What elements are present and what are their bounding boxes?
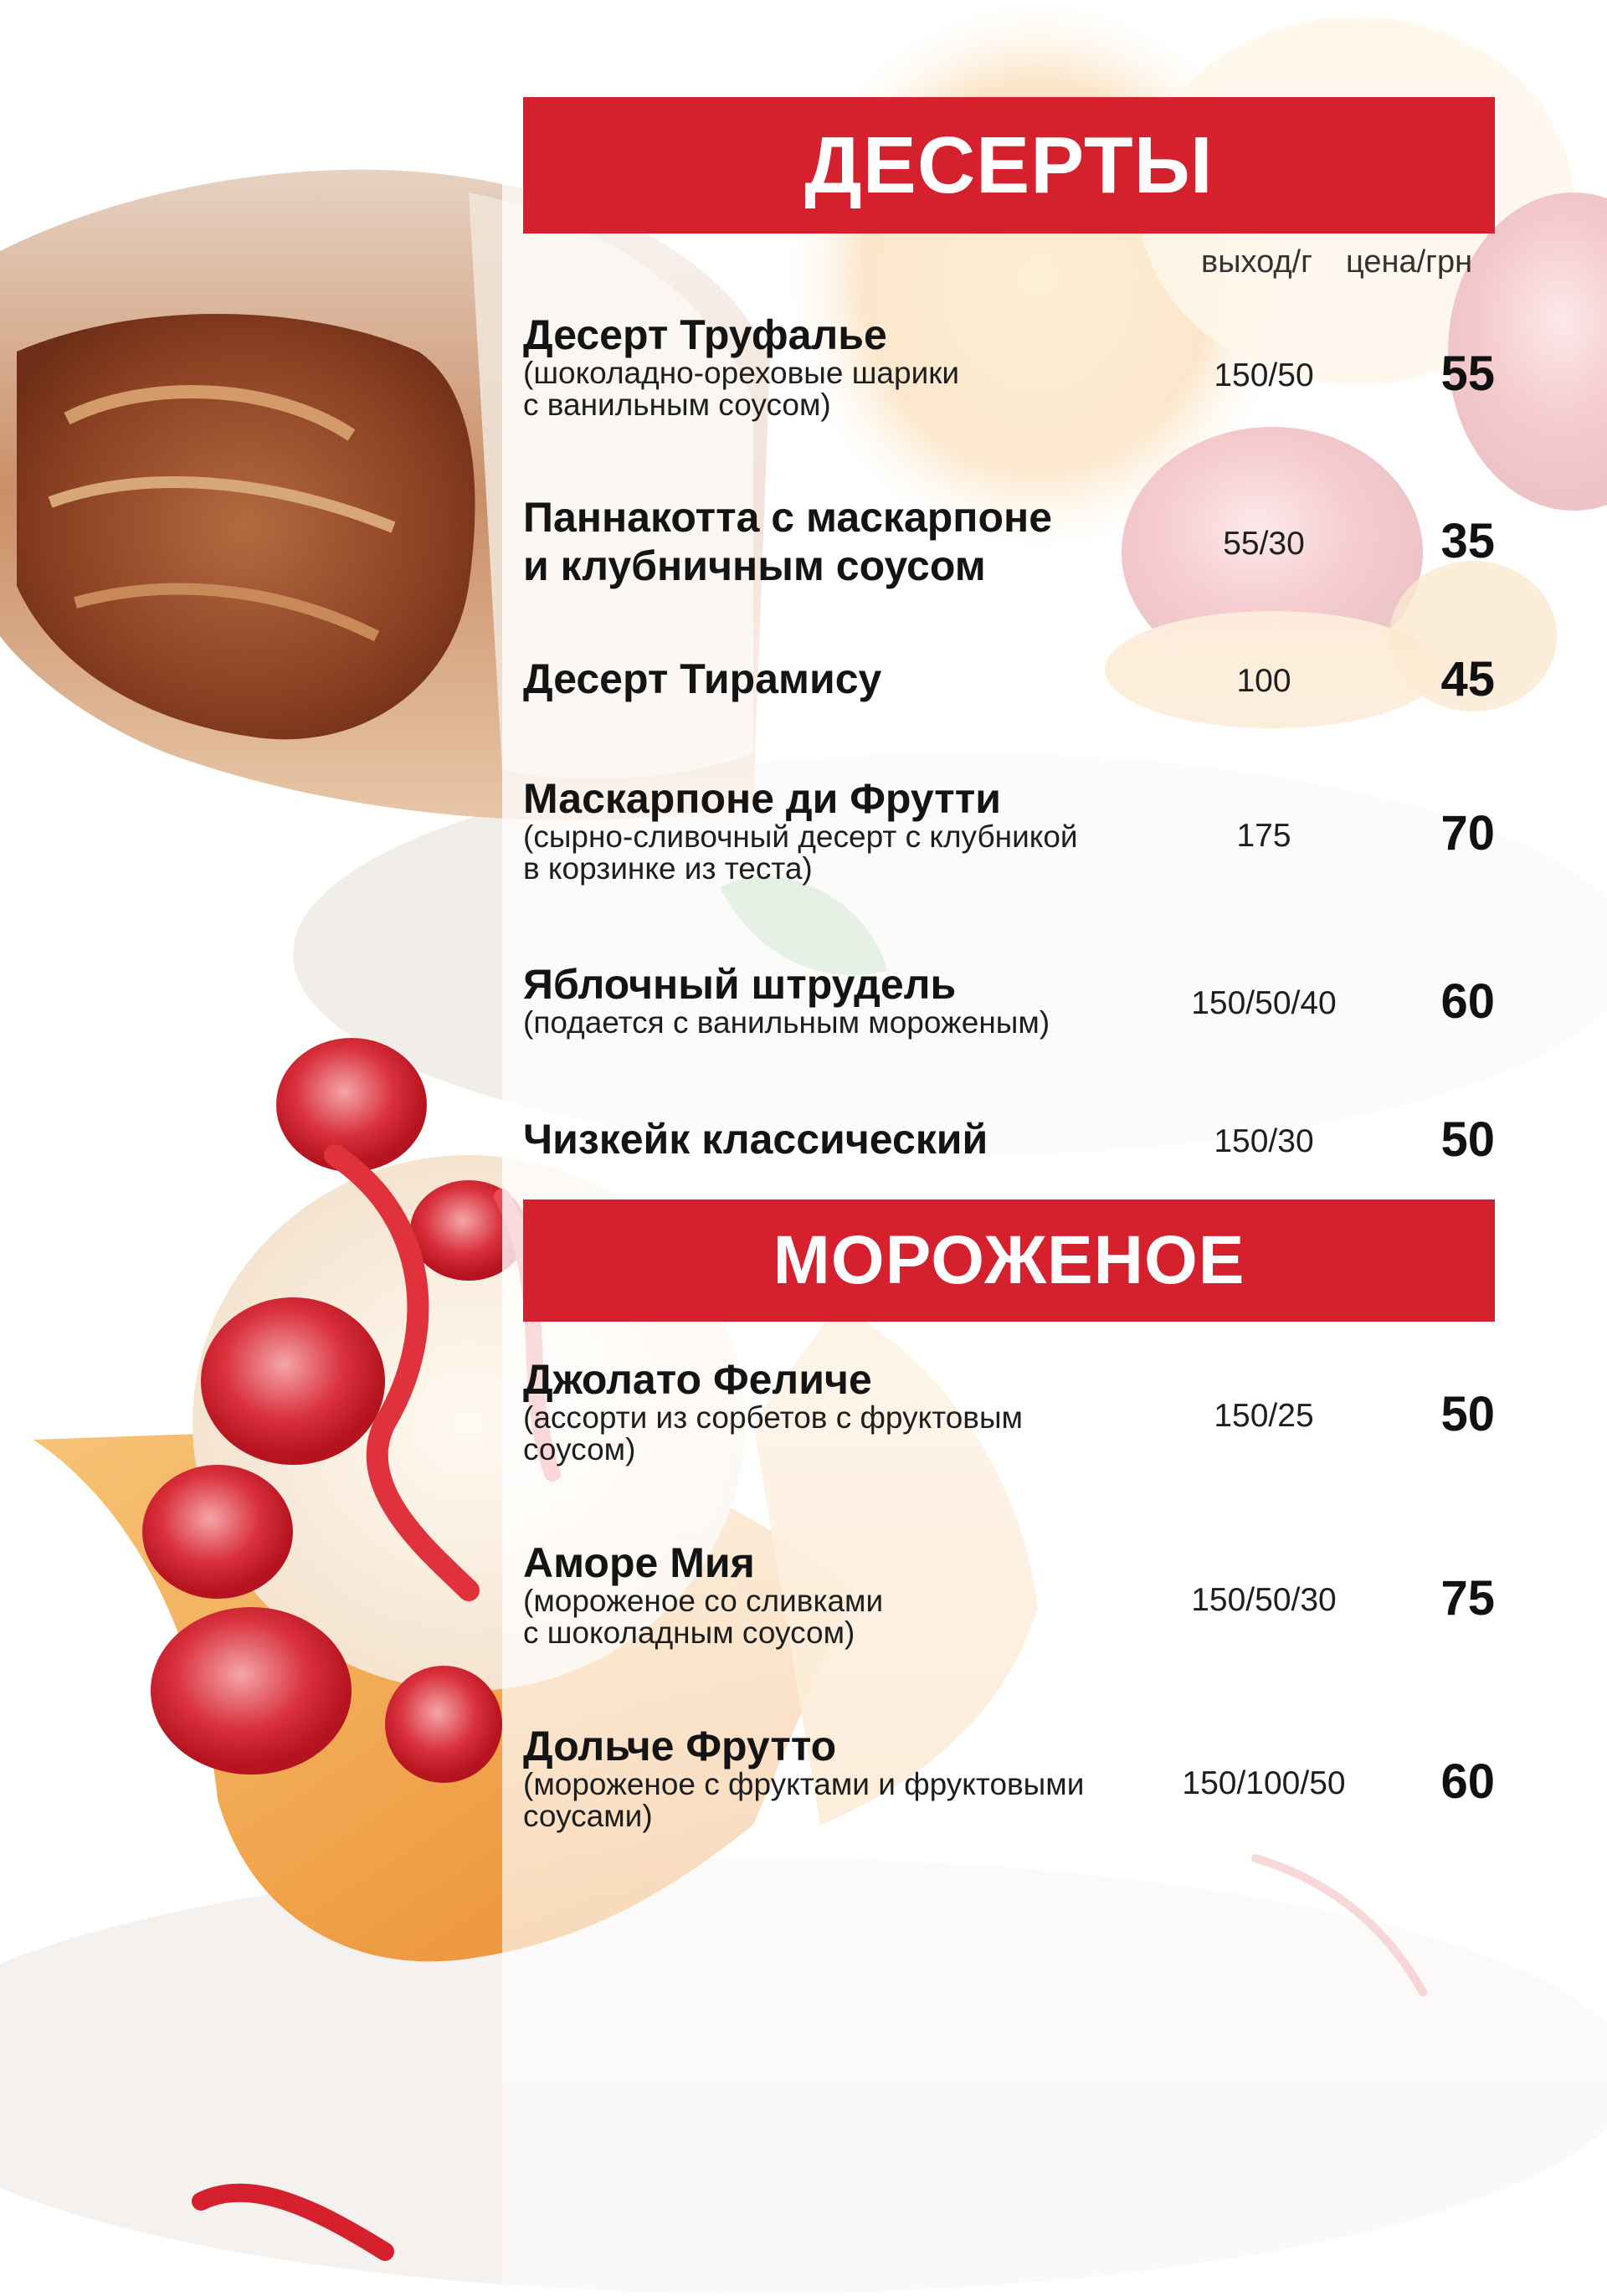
item-weight: 150/50: [1214, 357, 1314, 393]
item-name-line2: и клубничным соусом: [523, 542, 986, 589]
item-weight: 55/30: [1223, 526, 1305, 562]
item-description: соусом): [523, 1432, 636, 1466]
item-weight: 150/50/30: [1191, 1582, 1337, 1618]
item-name: Паннакотта с маскарпоне: [523, 494, 1053, 541]
item-description: (сырно-сливочный десерт с клубникой: [523, 819, 1078, 854]
item-name: Маскарпоне ди Фрутти: [523, 775, 1001, 822]
desserts-section-title: ДЕСЕРТЫ: [523, 97, 1495, 234]
item-description: в корзинке из теста): [523, 851, 813, 886]
item-name: Джолато Феличе: [523, 1356, 872, 1403]
item-weight: 175: [1236, 818, 1291, 854]
item-description: соусами): [523, 1799, 653, 1833]
item-name: Аморе Мия: [523, 1539, 755, 1586]
item-description: (подается с ванильным мороженым): [523, 1005, 1050, 1040]
item-description: с ванильным соусом): [523, 388, 831, 422]
item-weight: 150/25: [1214, 1398, 1314, 1434]
item-price: 45: [1440, 652, 1495, 706]
item-price: 50: [1440, 1112, 1495, 1167]
item-price: 50: [1440, 1387, 1495, 1441]
item-description: (ассорти из сорбетов с фруктовым: [523, 1400, 1023, 1435]
item-description: с шоколадным соусом): [523, 1615, 855, 1650]
item-name: Дольче Фрутто: [523, 1723, 837, 1770]
item-name: Яблочный штрудель: [523, 961, 957, 1008]
item-weight: 150/100/50: [1182, 1765, 1346, 1801]
item-name: Чизкейк классический: [523, 1116, 988, 1163]
weight-column-header: выход/г: [1201, 244, 1312, 280]
item-description: (мороженое со сливками: [523, 1584, 884, 1618]
item-description: (шоколадно-ореховые шарики: [523, 356, 960, 390]
item-weight: 150/30: [1214, 1123, 1314, 1159]
icecream-section-title: МОРОЖЕНОЕ: [523, 1199, 1495, 1322]
item-price: 60: [1440, 1754, 1495, 1809]
price-column-header: цена/грн: [1346, 244, 1473, 280]
item-price: 60: [1440, 974, 1495, 1029]
item-description: (мороженое с фруктами и фруктовыми: [523, 1767, 1085, 1801]
item-price: 75: [1440, 1571, 1495, 1626]
item-price: 35: [1440, 514, 1495, 568]
item-price: 55: [1440, 347, 1495, 401]
item-price: 70: [1440, 806, 1495, 860]
item-name: Десерт Тирамису: [523, 655, 882, 702]
item-name: Десерт Труфалье: [523, 311, 887, 358]
item-weight: 100: [1236, 663, 1291, 699]
item-weight: 150/50/40: [1191, 985, 1337, 1021]
